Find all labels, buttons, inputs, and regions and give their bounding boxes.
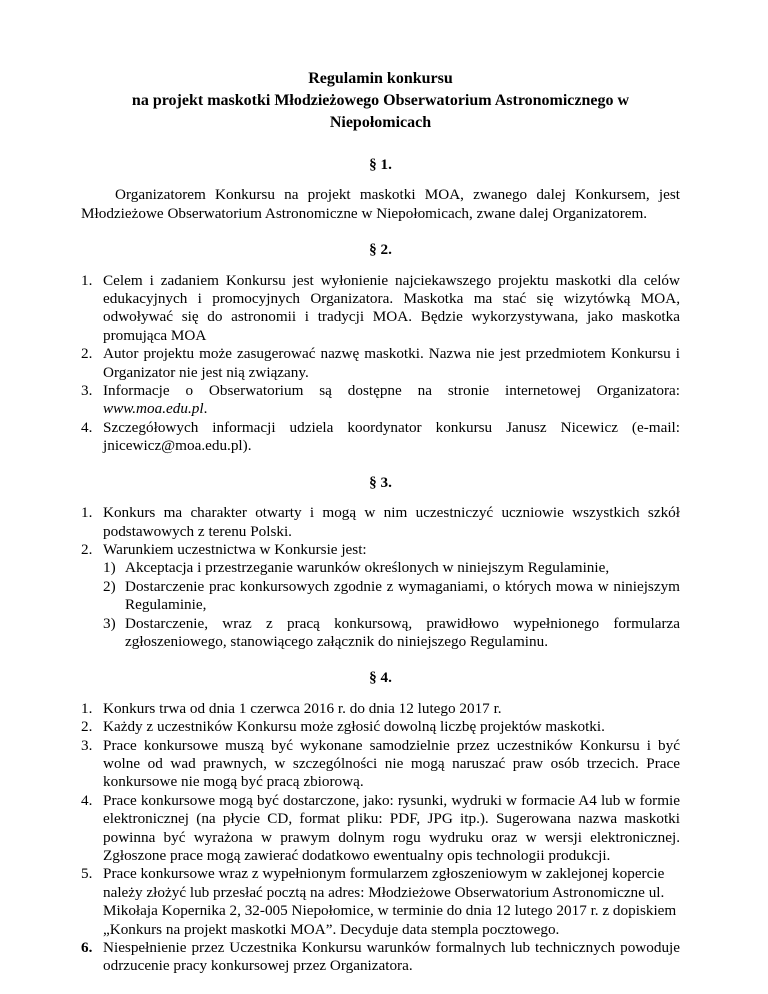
section-4-heading: § 4. (369, 669, 392, 687)
section-1-heading: § 1. (369, 156, 392, 173)
item-number: 1. (81, 271, 93, 289)
item-number: 2. (81, 345, 93, 363)
subitem-text: Dostarczenie, wraz z pracą konkursową, prawidłowo wypełnionego formularza zgłoszeniowego, stanowiącego załącznik do niniejszego Regulaminu. (125, 614, 680, 650)
item-number: 5. (81, 865, 93, 883)
item-text: Konkurs ma charakter otwarty i mogą w nim uczestniczyć uczniowie wszystkich szkół podstawowych z terenu Polski. (103, 504, 680, 540)
list-item (81, 939, 680, 976)
item-number: 4. (81, 418, 93, 436)
list-item (81, 382, 680, 419)
item-text: Prace konkursowe wraz z wypełnionym formularzem zgłoszeniowym w zaklejonej kopercie należy złożyć lub przesłać pocztą na adres: Młodzieżowe Obserwatorium Astronomiczne ul. Mikołaja Kopernika 2, 32-005 Niepołomice, w terminie do dnia 12 lutego 2017 r. z dopiskiem „Konkurs na projekt maskotki MOA”. Decyduje data stempla pocztowego. (103, 865, 677, 938)
list-item (81, 345, 680, 382)
item-number: 4. (81, 791, 93, 809)
item-text: Szczegółowych informacji udziela koordynator konkursu Janusz Nicewicz (e-mail: jnicewicz@moa.edu.pl). (103, 418, 680, 455)
section-3-heading: § 3. (369, 473, 392, 491)
list-item (81, 865, 680, 939)
list-item (81, 736, 680, 792)
subitem-text: Akceptacja i przestrzeganie warunków określonych w niniejszym Regulaminie, (125, 559, 610, 577)
item-number: 1. (81, 699, 93, 717)
subitem-number: 1) (103, 559, 116, 577)
section-2-heading: § 2. (369, 241, 392, 259)
item-number: 3. (81, 736, 93, 754)
item-text: Konkurs trwa od dnia 1 czerwca 2016 r. do dnia 12 lutego 2017 r. (103, 699, 502, 717)
section-3-sublist (103, 559, 680, 651)
sublist-item (103, 559, 680, 577)
item-text: Prace konkursowe muszą być wykonane samodzielnie przez uczestników Konkursu i być wolne od wad prawnych, w szczególności nie mogą naruszać praw osób trzecich. Prace konkursowe nie mogą być pracą zbiorową. (103, 736, 680, 791)
website-link[interactable]: www.moa.edu.pl (103, 400, 204, 418)
item-text: Prace konkursowe mogą być dostarczone, jako: rysunki, wydruki w formacie A4 lub w formie elektronicznej (na płycie CD, format pliku: PDF, JPG itp.). Sugerowana nazwa maskotki powinna być wyrażona w prawym dolnym rogu wydruku oraz w wersji elektronicznej. Zgłoszone prace mogą zawierać dodatkowo ewentualny opis technologii produkcji. (103, 791, 680, 864)
list-item (81, 504, 680, 541)
title-line-2: na projekt maskotki Młodzieżowego Obserwatorium Astronomicznego w (131, 92, 630, 109)
item-text: Informacje o Obserwatorium są dostępne na stronie internetowej Organizatora: (103, 382, 680, 400)
list-item (81, 791, 680, 866)
item-text: Warunkiem uczestnictwa w Konkursie jest: (103, 540, 367, 558)
subitem-text: Dostarczenie prac konkursowych zgodnie z wymaganiami, o których mowa w niniejszym Regulaminie, (125, 577, 680, 614)
title-line-3: Niepołomicach (329, 114, 432, 131)
list-item (81, 699, 680, 718)
item-text-end: . (203, 400, 208, 418)
title-line-1: Regulamin konkursu (308, 70, 453, 87)
item-text: Każdy z uczestników Konkursu może zgłosić dowolną liczbę projektów maskotki. (103, 718, 605, 736)
section-1-text: Organizatorem Konkursu na projekt maskotki MOA, zwanego dalej Konkursem, jest Młodzieżowe Obserwatorium Astronomiczne w Niepołomicach, zwane dalej Organizatorem. (81, 186, 680, 222)
item-number: 6. (81, 939, 93, 957)
list-item (81, 418, 680, 456)
section-4-list (81, 700, 680, 976)
item-number: 2. (81, 718, 93, 736)
document-title (81, 68, 680, 134)
item-number: 2. (81, 540, 93, 558)
section-3-list (81, 504, 680, 651)
item-text: Celem i zadaniem Konkursu jest wyłonienie najciekawszego projektu maskotki dla celów edukacyjnych i promocyjnych Organizatora. Maskotka ma stać się wizytówką MOA, odwoływać się do astronomii i tradycji MOA. Będzie wykorzystywana, jako maskotka promująca MOA (103, 271, 680, 344)
subitem-number: 2) (103, 577, 116, 595)
subitem-number: 3) (103, 614, 116, 632)
sublist-item (103, 614, 680, 652)
list-item (81, 271, 680, 346)
item-number: 3. (81, 382, 93, 400)
item-number: 1. (81, 504, 93, 522)
section-2-list (81, 272, 680, 456)
item-text: Autor projektu może zasugerować nazwę maskotki. Nazwa nie jest przedmiotem Konkursu i Organizator nie jest nią związany. (103, 345, 680, 381)
sublist-item (103, 577, 680, 615)
item-text: Niespełnienie przez Uczestnika Konkursu warunków formalnych lub technicznych powoduje odrzucenie pracy konkursowej przez Organizatora. (103, 939, 680, 975)
list-item (81, 540, 680, 651)
list-item (81, 718, 680, 736)
